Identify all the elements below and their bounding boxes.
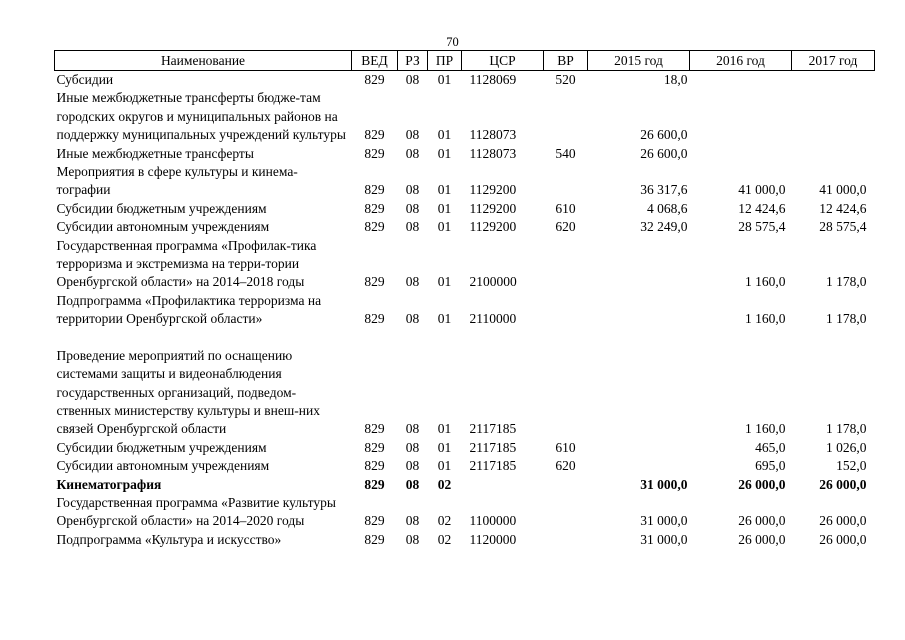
- row-ved: 829: [364, 274, 385, 290]
- row-rz: 08: [405, 439, 420, 455]
- row-2016: 1 160,0: [745, 274, 786, 290]
- row-pr: 02: [437, 531, 452, 547]
- table-row: [55, 237, 875, 292]
- row-pr: 01: [437, 182, 452, 198]
- table-row: [55, 494, 875, 531]
- row-2016: [690, 89, 792, 144]
- row-2015: 32 249,0: [640, 219, 688, 235]
- row-2016: 695,0: [755, 458, 786, 474]
- row-pr: 01: [437, 127, 452, 143]
- row-name: Мероприятия в сфере культуры и кинема-тографии: [56, 164, 298, 198]
- row-csr: 1128073: [469, 145, 517, 161]
- row-csr: 2100000: [469, 274, 517, 290]
- row-name: Субсидии: [56, 72, 114, 87]
- row-rz: 08: [405, 274, 420, 290]
- row-2016: 12 424,6: [738, 200, 786, 216]
- row-vr: [544, 237, 588, 292]
- row-2016: 1 160,0: [745, 311, 786, 327]
- row-vr: [544, 292, 588, 329]
- row-ved: 829: [364, 531, 385, 547]
- row-pr: 01: [437, 72, 452, 87]
- table-row: [55, 163, 875, 200]
- row-2017: 26 000,0: [819, 476, 867, 492]
- row-2016: 26 000,0: [738, 531, 786, 547]
- table-row: [55, 292, 875, 329]
- header-2016: 2016 год: [690, 51, 792, 71]
- row-csr: 2110000: [469, 311, 517, 327]
- table-row: [55, 218, 875, 236]
- table-row-section: [55, 476, 875, 494]
- header-name: Наименование: [55, 51, 352, 71]
- row-2016: 26 000,0: [738, 513, 786, 529]
- row-name: Субсидии автономным учреждениям: [56, 219, 270, 235]
- row-vr: [544, 329, 588, 439]
- row-rz: 08: [405, 476, 420, 492]
- row-2016: [690, 71, 792, 90]
- row-ved: 829: [364, 200, 385, 216]
- row-2015: 31 000,0: [640, 531, 688, 547]
- row-2015: [588, 292, 690, 329]
- row-2016: 28 575,4: [738, 219, 786, 235]
- row-rz: 08: [405, 127, 420, 143]
- row-csr: 1128069: [469, 72, 517, 87]
- row-2017: 1 026,0: [826, 439, 867, 455]
- row-vr: 540: [555, 145, 576, 161]
- row-2016: 465,0: [755, 439, 786, 455]
- row-2017: [792, 145, 875, 163]
- row-csr: 1129200: [469, 200, 517, 216]
- row-vr: 610: [555, 200, 576, 216]
- row-pr: 02: [437, 513, 452, 529]
- row-2015: 4 068,6: [647, 200, 688, 216]
- table-row: [55, 200, 875, 218]
- row-rz: 08: [405, 421, 420, 437]
- row-ved: 829: [364, 476, 385, 492]
- row-name: Государственная программа «Профилак-тика терроризма и экстремизма на терри-тории Оренбургской области» на 2014–2018 годы: [56, 237, 317, 290]
- header-pr: ПР: [428, 51, 462, 71]
- row-2015: 36 317,6: [640, 182, 688, 198]
- row-ved: 829: [364, 72, 385, 87]
- row-ved: 829: [364, 458, 385, 474]
- table-row: [55, 531, 875, 549]
- row-name: Государственная программа «Развитие культуры Оренбургской области» на 2014–2020 годы: [56, 494, 336, 529]
- row-csr: 1129200: [469, 219, 517, 235]
- row-pr: 01: [437, 439, 452, 455]
- row-name: Проведение мероприятий по оснащению системами защиты и видеонаблюдения государственных организаций, подведом-ственных министерству культуры и внеш-них связей Оренбургской области: [56, 347, 320, 437]
- row-rz: 08: [405, 219, 420, 235]
- row-name: Подпрограмма «Профилактика терроризма на территории Оренбургской области»: [56, 292, 322, 327]
- row-csr: [462, 476, 544, 494]
- row-vr: 620: [555, 458, 576, 474]
- row-rz: 08: [405, 182, 420, 198]
- row-rz: 08: [405, 311, 420, 327]
- row-ved: 829: [364, 219, 385, 235]
- row-csr: 1129200: [469, 182, 517, 198]
- row-ved: 829: [364, 421, 385, 437]
- header-2015: 2015 год: [588, 51, 690, 71]
- row-csr: 2117185: [469, 439, 517, 455]
- row-csr: 1128073: [469, 127, 517, 143]
- row-2015: 31 000,0: [640, 476, 688, 492]
- row-pr: 02: [437, 476, 452, 492]
- row-ved: 829: [364, 311, 385, 327]
- row-ved: 829: [364, 145, 385, 161]
- row-2015: 26 600,0: [640, 145, 688, 161]
- row-ved: 829: [364, 513, 385, 529]
- row-2015: [588, 439, 690, 457]
- row-pr: 01: [437, 421, 452, 437]
- row-2015: [588, 329, 690, 439]
- row-csr: 1120000: [469, 531, 517, 547]
- table-row: [55, 71, 875, 90]
- table-row: [55, 457, 875, 475]
- row-ved: 829: [364, 439, 385, 455]
- row-2017: [792, 89, 875, 144]
- row-vr: [544, 531, 588, 549]
- row-pr: 01: [437, 200, 452, 216]
- row-vr: 610: [555, 439, 576, 455]
- row-vr: 620: [555, 219, 576, 235]
- row-2016: 1 160,0: [745, 421, 786, 437]
- row-2017: 26 000,0: [819, 513, 867, 529]
- table-row: [55, 439, 875, 457]
- row-vr: [544, 163, 588, 200]
- row-2017: 1 178,0: [826, 274, 867, 290]
- row-2016: 26 000,0: [738, 476, 786, 492]
- budget-table: [54, 50, 875, 549]
- row-2015: 26 600,0: [640, 127, 688, 143]
- table-row: [55, 145, 875, 163]
- row-2015: 18,0: [663, 72, 688, 87]
- row-rz: 08: [405, 72, 420, 87]
- row-2017: 28 575,4: [819, 219, 867, 235]
- row-name: Субсидии автономным учреждениям: [56, 458, 270, 474]
- row-rz: 08: [405, 531, 420, 547]
- row-csr: 2117185: [469, 458, 517, 474]
- row-name: Субсидии бюджетным учреждениям: [56, 439, 267, 455]
- row-2015: [588, 457, 690, 475]
- row-2016: [690, 145, 792, 163]
- row-2017: 12 424,6: [819, 200, 867, 216]
- row-rz: 08: [405, 145, 420, 161]
- row-vr: 520: [555, 72, 576, 87]
- row-name: Подпрограмма «Культура и искусство»: [56, 531, 282, 547]
- header-rz: РЗ: [398, 51, 428, 71]
- table-row: [55, 89, 875, 144]
- row-2015: [588, 237, 690, 292]
- page-number: 70: [446, 35, 459, 49]
- row-2017: 1 178,0: [826, 311, 867, 327]
- row-name: Субсидии бюджетным учреждениям: [56, 200, 267, 216]
- row-rz: 08: [405, 200, 420, 216]
- row-rz: 08: [405, 513, 420, 529]
- header-2017: 2017 год: [792, 51, 875, 71]
- row-name: Иные межбюджетные трансферты бюдже-там городских округов и муниципальных районов на поддержку муниципальных учреждений культуры: [56, 90, 346, 143]
- row-pr: 01: [437, 219, 452, 235]
- header-vr: ВР: [544, 51, 588, 71]
- row-2017: 41 000,0: [819, 182, 867, 198]
- header-csr: ЦСР: [462, 51, 544, 71]
- row-name: Кинематография: [56, 476, 162, 492]
- row-name: Иные межбюджетные трансферты: [56, 145, 254, 161]
- row-pr: 01: [437, 458, 452, 474]
- row-pr: 01: [437, 274, 452, 290]
- row-pr: 01: [437, 311, 452, 327]
- row-2017: 26 000,0: [819, 531, 867, 547]
- row-ved: 829: [364, 127, 385, 143]
- row-vr: [544, 476, 588, 494]
- table-row: [55, 329, 875, 439]
- row-ved: 829: [364, 182, 385, 198]
- table-header-row: [55, 51, 875, 71]
- row-2017: 152,0: [836, 458, 867, 474]
- row-vr: [544, 494, 588, 531]
- row-2015: 31 000,0: [640, 513, 688, 529]
- row-2017: [792, 71, 875, 90]
- row-csr: 1100000: [469, 513, 517, 529]
- row-csr: 2117185: [469, 421, 517, 437]
- header-ved: ВЕД: [352, 51, 398, 71]
- row-rz: 08: [405, 458, 420, 474]
- row-vr: [544, 89, 588, 144]
- row-pr: 01: [437, 145, 452, 161]
- row-2017: 1 178,0: [826, 421, 867, 437]
- row-2016: 41 000,0: [738, 182, 786, 198]
